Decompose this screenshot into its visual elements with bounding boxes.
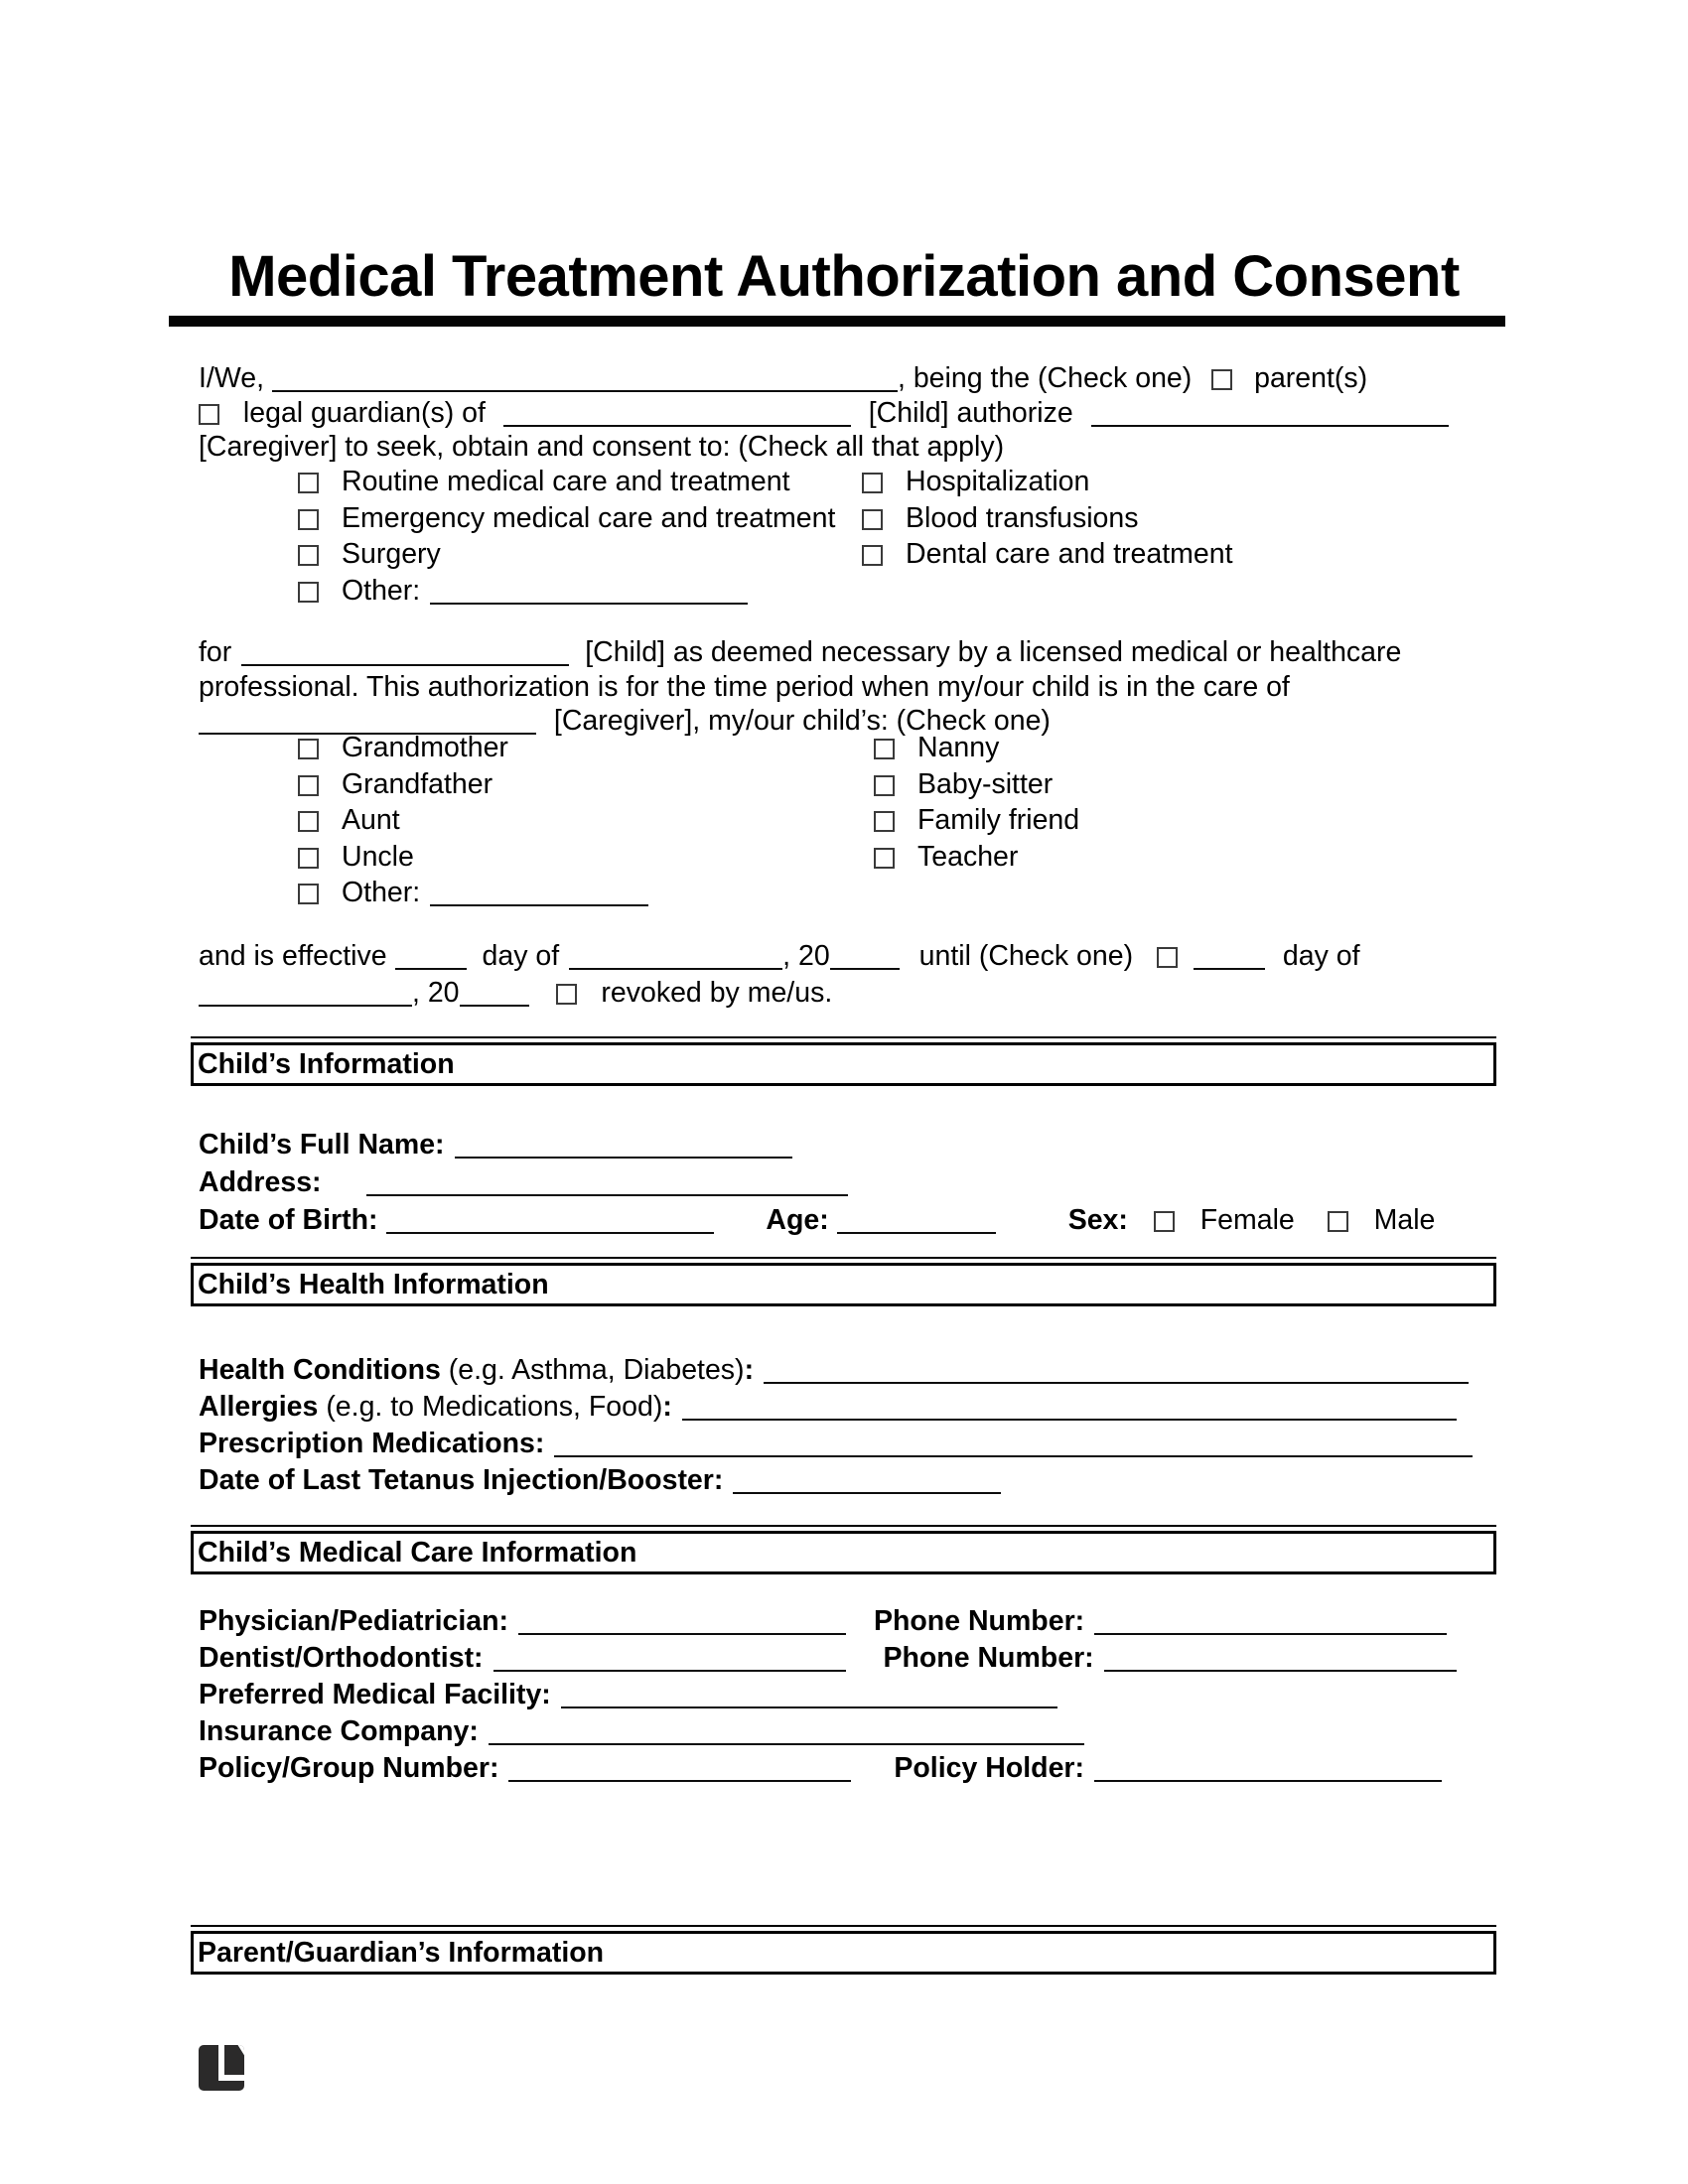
address-blank[interactable] — [366, 1174, 848, 1196]
medical-care-section-header — [191, 1525, 1496, 1574]
dob-label: Date of Birth: — [199, 1204, 378, 1236]
consent-option-row — [862, 500, 1233, 537]
uncle-label: Uncle — [342, 840, 414, 873]
effective-lead-label: and is effective — [199, 940, 387, 972]
consent-other-label: Other: — [342, 574, 421, 607]
blood-transfusions-label: Blood transfusions — [906, 501, 1139, 534]
child-fullname-blank[interactable] — [455, 1137, 792, 1159]
allergies-colon: : — [662, 1391, 672, 1423]
child-name-blank[interactable] — [503, 405, 851, 427]
relation-option-row — [298, 839, 648, 876]
allergies-blank[interactable] — [682, 1399, 1457, 1421]
surgery-label: Surgery — [342, 538, 441, 570]
health-info-fields — [199, 1352, 1519, 1499]
address-label: Address: — [199, 1166, 322, 1198]
consent-option-row — [862, 464, 1233, 500]
dental-care-label: Dental care and treatment — [906, 538, 1233, 570]
child-info-fields — [199, 1126, 1519, 1239]
routine-care-checkbox[interactable] — [298, 473, 319, 493]
until-label: until (Check one) — [918, 940, 1134, 972]
child-authorize-label: [Child] authorize — [868, 396, 1073, 429]
consent-options-right — [862, 464, 1233, 573]
tetanus-label: Date of Last Tetanus Injection/Booster: — [199, 1464, 724, 1496]
female-label: Female — [1199, 1204, 1295, 1236]
policy-number-blank[interactable] — [508, 1760, 851, 1782]
hospitalization-checkbox[interactable] — [862, 473, 883, 493]
insurance-blank[interactable] — [489, 1723, 1084, 1745]
legal-guardian-checkbox[interactable] — [199, 404, 219, 425]
intro-line-1 — [199, 361, 1519, 396]
nanny-label: Nanny — [917, 732, 1000, 763]
relation-option-row — [874, 730, 1079, 766]
section-hairline — [191, 1257, 1496, 1259]
conditions-blank[interactable] — [764, 1362, 1469, 1384]
policy-line — [199, 1750, 1519, 1787]
consent-other-blank[interactable] — [430, 583, 748, 605]
until-month-blank[interactable] — [199, 985, 412, 1007]
consent-option-row — [862, 536, 1233, 573]
family-friend-label: Family friend — [917, 804, 1080, 836]
being-label: , being the (Check one) — [898, 362, 1193, 394]
parents-name-blank[interactable] — [272, 370, 898, 392]
age-label: Age: — [766, 1204, 829, 1236]
teacher-label: Teacher — [917, 840, 1019, 873]
relation-other-blank[interactable] — [430, 885, 648, 906]
dentist-phone-blank[interactable] — [1104, 1650, 1457, 1672]
legal-templates-logo-icon — [199, 2045, 244, 2091]
child-fullname-line — [199, 1126, 1519, 1163]
for-paragraph — [199, 635, 1519, 739]
effective-day-blank[interactable] — [395, 948, 467, 970]
physician-phone-blank[interactable] — [1094, 1613, 1447, 1635]
policy-number-label: Policy/Group Number: — [199, 1752, 499, 1784]
parents-checkbox[interactable] — [1211, 369, 1232, 390]
guardian-label: legal guardian(s) of — [242, 396, 486, 429]
effective-comma20-label: , 20 — [782, 940, 830, 972]
until-date-checkbox[interactable] — [1157, 947, 1178, 968]
dentist-phone-label: Phone Number: — [883, 1642, 1094, 1674]
physician-line — [199, 1603, 1519, 1640]
effective-paragraph — [199, 938, 1519, 1012]
dental-care-checkbox[interactable] — [862, 545, 883, 566]
iwe-label: I/We, — [199, 362, 264, 394]
relation-option-row — [298, 730, 648, 766]
conditions-colon: : — [744, 1354, 755, 1386]
medications-line — [199, 1426, 1519, 1462]
intro-paragraph — [199, 361, 1519, 465]
male-label: Male — [1373, 1204, 1436, 1236]
blood-transfusions-checkbox[interactable] — [862, 509, 883, 530]
parent-info-heading: Parent/Guardian’s Information — [191, 1931, 1496, 1975]
medical-care-heading: Child’s Medical Care Information — [191, 1531, 1496, 1574]
for-child-blank[interactable] — [241, 644, 569, 666]
conditions-note: (e.g. Asthma, Diabetes) — [448, 1354, 745, 1386]
intro-line-2 — [199, 396, 1519, 431]
for-line2-label: professional. This authorization is for the time period when my/our child is in the care of — [199, 670, 1290, 703]
dentist-line — [199, 1640, 1519, 1677]
logo-l-vertical — [218, 2045, 224, 2075]
babysitter-checkbox[interactable] — [874, 775, 895, 796]
surgery-checkbox[interactable] — [298, 545, 319, 566]
consent-option-row — [298, 464, 835, 500]
physician-phone-label: Phone Number: — [873, 1605, 1085, 1637]
policy-holder-label: Policy Holder: — [894, 1752, 1084, 1784]
health-info-heading: Child’s Health Information — [191, 1263, 1496, 1306]
title-rule — [169, 316, 1505, 327]
relation-option-row — [874, 839, 1079, 876]
grandmother-checkbox[interactable] — [298, 739, 319, 759]
tetanus-blank[interactable] — [733, 1472, 1001, 1494]
allergies-line — [199, 1389, 1519, 1426]
section-hairline — [191, 1036, 1496, 1038]
dob-age-sex-line — [199, 1201, 1519, 1239]
consent-option-row — [298, 536, 835, 573]
dob-blank[interactable] — [386, 1212, 714, 1234]
allergies-label: Allergies — [199, 1391, 319, 1423]
relation-other-label: Other: — [342, 877, 421, 908]
emergency-care-checkbox[interactable] — [298, 509, 319, 530]
aunt-checkbox[interactable] — [298, 811, 319, 832]
effective-line-2 — [199, 975, 1519, 1012]
medical-care-fields — [199, 1603, 1519, 1787]
grandfather-label: Grandfather — [342, 767, 493, 800]
emergency-care-label: Emergency medical care and treatment — [342, 501, 836, 534]
revoked-label: revoked by me/us. — [601, 977, 833, 1009]
relation-option-row — [874, 802, 1079, 839]
facility-line — [199, 1677, 1519, 1713]
relation-other-checkbox[interactable] — [298, 884, 319, 904]
nanny-checkbox[interactable] — [874, 739, 895, 759]
for-line-1 — [199, 635, 1519, 670]
teacher-checkbox[interactable] — [874, 848, 895, 869]
relation-option-row — [874, 766, 1079, 803]
grandmother-label: Grandmother — [342, 732, 508, 763]
grandfather-checkbox[interactable] — [298, 775, 319, 796]
relation-options-right — [874, 730, 1079, 875]
child-info-heading: Child’s Information — [191, 1042, 1496, 1086]
policy-holder-blank[interactable] — [1094, 1760, 1442, 1782]
until-comma20-label: , 20 — [412, 977, 460, 1009]
effective-line-1 — [199, 938, 1519, 975]
child-fullname-label: Child’s Full Name: — [199, 1129, 445, 1160]
consent-options-left — [298, 464, 835, 609]
address-line — [199, 1163, 1519, 1201]
conditions-line — [199, 1352, 1519, 1389]
age-blank[interactable] — [837, 1212, 996, 1234]
relation-option-row — [298, 766, 648, 803]
female-checkbox[interactable] — [1154, 1211, 1175, 1232]
medications-label: Prescription Medications: — [199, 1428, 545, 1459]
effective-dayof-label: day of — [482, 940, 560, 972]
effective-year-blank[interactable] — [830, 948, 900, 970]
conditions-label: Health Conditions — [199, 1354, 441, 1386]
section-hairline — [191, 1525, 1496, 1527]
uncle-checkbox[interactable] — [298, 848, 319, 869]
consent-other-checkbox[interactable] — [298, 582, 319, 603]
child-info-section-header — [191, 1036, 1496, 1086]
relation-options-left — [298, 730, 648, 911]
relation-option-row — [298, 875, 648, 911]
parents-label: parent(s) — [1254, 362, 1368, 394]
for-child-rest-label: [Child] as deemed necessary by a licensed medical or healthcare — [585, 636, 1402, 668]
insurance-label: Insurance Company: — [199, 1715, 479, 1747]
caregiver-rest-label: [Caregiver], my/our child’s: (Check one) — [553, 705, 1051, 737]
allergies-note: (e.g. to Medications, Food) — [326, 1391, 663, 1423]
dentist-blank[interactable] — [493, 1650, 846, 1672]
caregiver-consent-label: [Caregiver] to seek, obtain and consent to: (Check all that apply) — [199, 431, 1005, 463]
routine-care-label: Routine medical care and treatment — [342, 466, 790, 497]
parent-info-section-header — [191, 1925, 1496, 1975]
medications-blank[interactable] — [554, 1435, 1473, 1457]
male-checkbox[interactable] — [1328, 1211, 1348, 1232]
revoked-checkbox[interactable] — [556, 984, 577, 1005]
insurance-line — [199, 1713, 1519, 1750]
dentist-label: Dentist/Orthodontist: — [199, 1642, 484, 1674]
relation-option-row — [298, 802, 648, 839]
health-info-section-header — [191, 1257, 1496, 1306]
facility-label: Preferred Medical Facility: — [199, 1679, 551, 1710]
effective-month-blank[interactable] — [569, 948, 782, 970]
for-line-2 — [199, 670, 1519, 705]
until-day-blank[interactable] — [1194, 948, 1265, 970]
tetanus-line — [199, 1462, 1519, 1499]
until-dayof-label: day of — [1282, 940, 1360, 972]
sex-label: Sex: — [1067, 1204, 1128, 1236]
section-hairline — [191, 1925, 1496, 1927]
consent-option-row — [298, 500, 835, 537]
babysitter-label: Baby-sitter — [917, 767, 1054, 800]
for-label: for — [199, 636, 232, 668]
facility-blank[interactable] — [561, 1687, 1057, 1708]
caregiver-name-blank[interactable] — [1091, 405, 1449, 427]
intro-line-3 — [199, 430, 1519, 465]
logo-l-horizontal — [218, 2075, 244, 2081]
physician-label: Physician/Pediatrician: — [199, 1605, 509, 1637]
hospitalization-label: Hospitalization — [906, 466, 1090, 497]
page-title: Medical Treatment Authorization and Consent — [228, 244, 1460, 309]
consent-option-row — [298, 573, 835, 610]
until-year-blank[interactable] — [460, 985, 529, 1007]
family-friend-checkbox[interactable] — [874, 811, 895, 832]
aunt-label: Aunt — [342, 804, 400, 836]
physician-blank[interactable] — [518, 1613, 846, 1635]
